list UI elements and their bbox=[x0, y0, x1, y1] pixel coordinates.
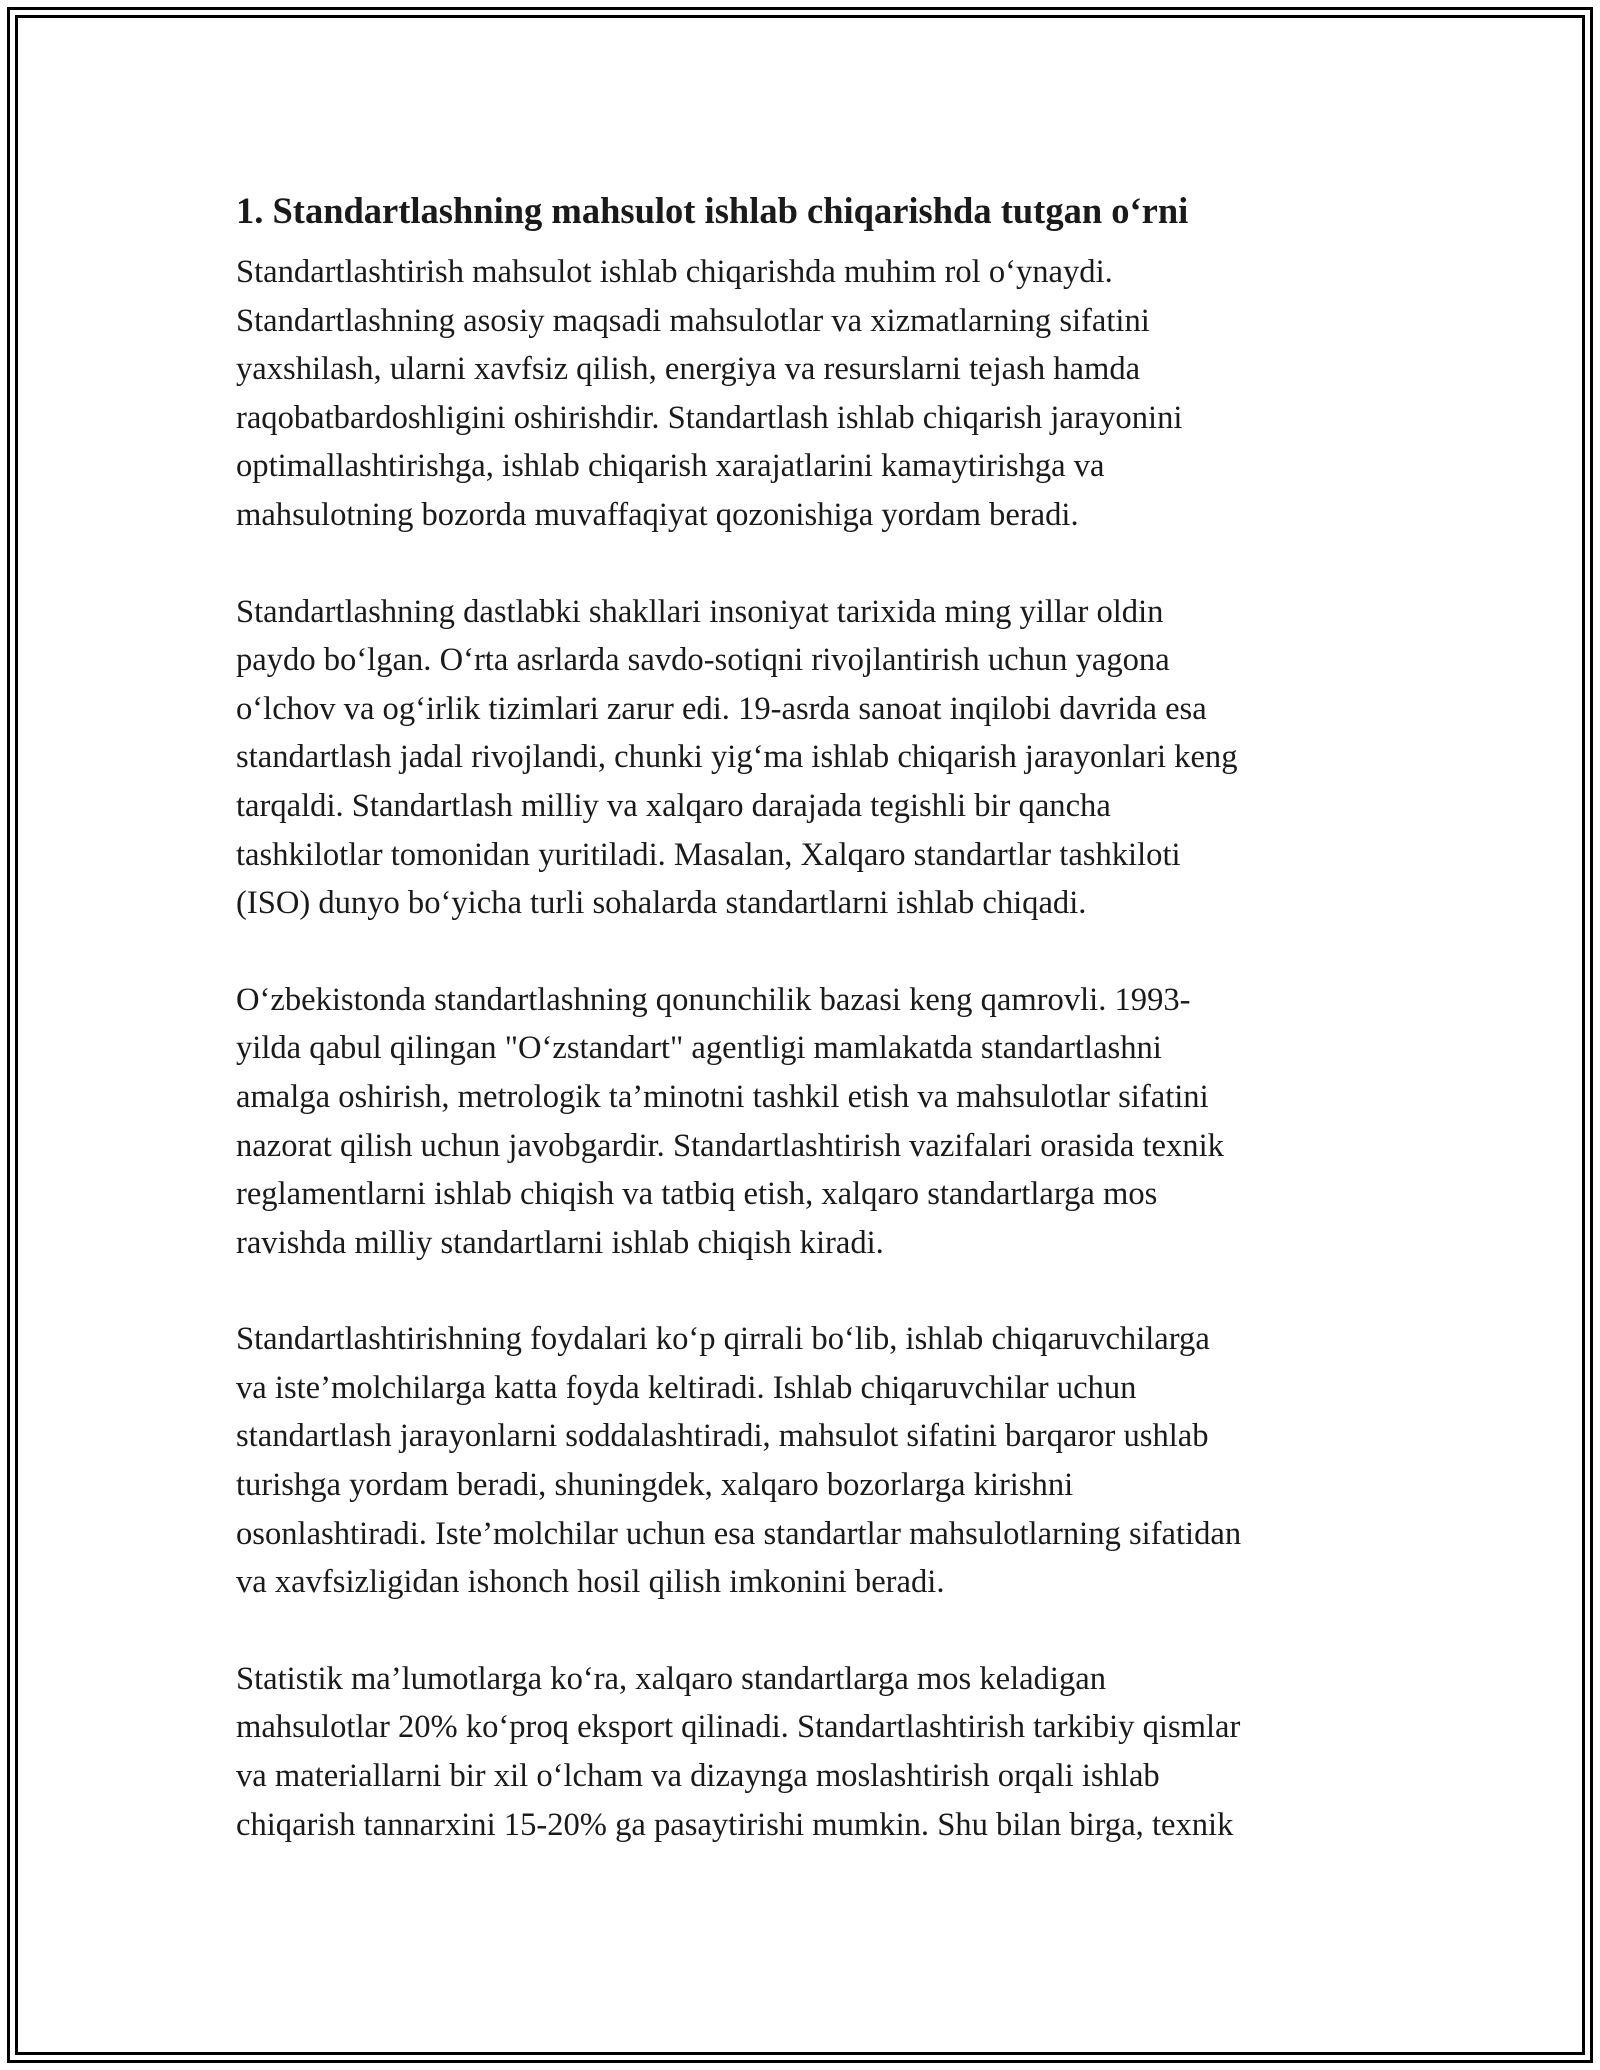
text-line: tarqaldi. Standartlash milliy va xalqaro darajada tegishli bir qancha bbox=[236, 787, 1111, 824]
text-line: tashkilotlar tomonidan yuritiladi. Masalan, Xalqaro standartlar tashkiloti bbox=[236, 836, 1181, 873]
text-line: O‘zbekistonda standartlashning qonunchilik bazasi keng qamrovli. 1993- bbox=[236, 981, 1191, 1018]
text-line: (ISO) dunyo bo‘yicha turli sohalarda standartlarni ishlab chiqadi. bbox=[236, 885, 1087, 922]
paragraph-3 bbox=[236, 976, 1376, 1268]
section-heading: 1. Standartlashning mahsulot ishlab chiqarishda tutgan o‘rni bbox=[236, 190, 1189, 231]
text-line: ravishda milliy standartlarni ishlab chiqish kiradi. bbox=[236, 1224, 884, 1261]
text-line: Standartlashning dastlabki shakllari insoniyat tarixida ming yillar oldin bbox=[236, 593, 1164, 630]
paragraph-4 bbox=[236, 1315, 1376, 1607]
text-line: mahsulotning bozorda muvaffaqiyat qozonishiga yordam beradi. bbox=[236, 496, 1079, 533]
text-line: va materiallarni bir xil o‘lcham va dizaynga moslashtirish orqali ishlab bbox=[236, 1758, 1160, 1795]
text-line: reglamentlarni ishlab chiqish va tatbiq etish, xalqaro standartlarga mos bbox=[236, 1176, 1158, 1213]
paragraph-1 bbox=[236, 248, 1376, 540]
text-line: turishga yordam beradi, shuningdek, xalqaro bozorlarga kirishni bbox=[236, 1467, 1074, 1504]
text-line: standartlash jadal rivojlandi, chunki yig‘ma ishlab chiqarish jarayonlari keng bbox=[236, 739, 1238, 776]
text-line: amalga oshirish, metrologik ta’minotni tashkil etish va mahsulotlar sifatini bbox=[236, 1078, 1209, 1115]
text-line: osonlashtiradi. Iste’molchilar uchun esa standartlar mahsulotlarning sifatidan bbox=[236, 1515, 1242, 1552]
paragraph-2 bbox=[236, 588, 1376, 928]
text-line: yaxshilash, ularni xavfsiz qilish, energiya va resurslarni tejash hamda bbox=[236, 351, 1141, 388]
text-line: Standartlashning asosiy maqsadi mahsulotlar va xizmatlarning sifatini bbox=[236, 302, 1150, 339]
text-line: Standartlashtirish mahsulot ishlab chiqarishda muhim rol o‘ynaydi. bbox=[236, 254, 1113, 290]
text-line: va iste’molchilarga katta foyda keltiradi. Ishlab chiqaruvchilar uchun bbox=[236, 1369, 1137, 1406]
text-line: standartlash jarayonlarni soddalashtiradi, mahsulot sifatini barqaror ushlab bbox=[236, 1418, 1209, 1455]
document-body bbox=[236, 186, 1376, 1897]
text-line: yilda qabul qilingan "O‘zstandart" agentligi mamlakatda standartlashni bbox=[236, 1030, 1162, 1067]
text-line: paydo bo‘lgan. O‘rta asrlarda savdo-sotiqni rivojlantirish uchun yagona bbox=[236, 642, 1170, 679]
text-line: va xavfsizligidan ishonch hosil qilish imkonini beradi. bbox=[236, 1564, 945, 1601]
text-line: Statistik ma’lumotlarga ko‘ra, xalqaro standartlarga mos keladigan bbox=[236, 1660, 1107, 1697]
paragraph-5 bbox=[236, 1655, 1376, 1849]
text-line: o‘lchov va og‘irlik tizimlari zarur edi. 19-asrda sanoat inqilobi davrida esa bbox=[236, 690, 1207, 727]
text-line: mahsulotlar 20% ko‘proq eksport qilinadi. Standartlashtirish tarkibiy qismlar bbox=[236, 1709, 1241, 1746]
text-line: Standartlashtirishning foydalari ko‘p qirrali bo‘lib, ishlab chiqaruvchilarga bbox=[236, 1321, 1210, 1358]
text-line: chiqarish tannarxini 15-20% ga pasaytirishi mumkin. Shu bilan birga, texnik bbox=[236, 1806, 1234, 1843]
text-line: nazorat qilish uchun javobgardir. Standartlashtirish vazifalari orasida texnik bbox=[236, 1127, 1224, 1164]
text-line: optimallashtirishga, ishlab chiqarish xarajatlarini kamaytirishga va bbox=[236, 448, 1105, 485]
text-line: raqobatbardoshligini oshirishdir. Standartlash ishlab chiqarish jarayonini bbox=[236, 399, 1183, 436]
